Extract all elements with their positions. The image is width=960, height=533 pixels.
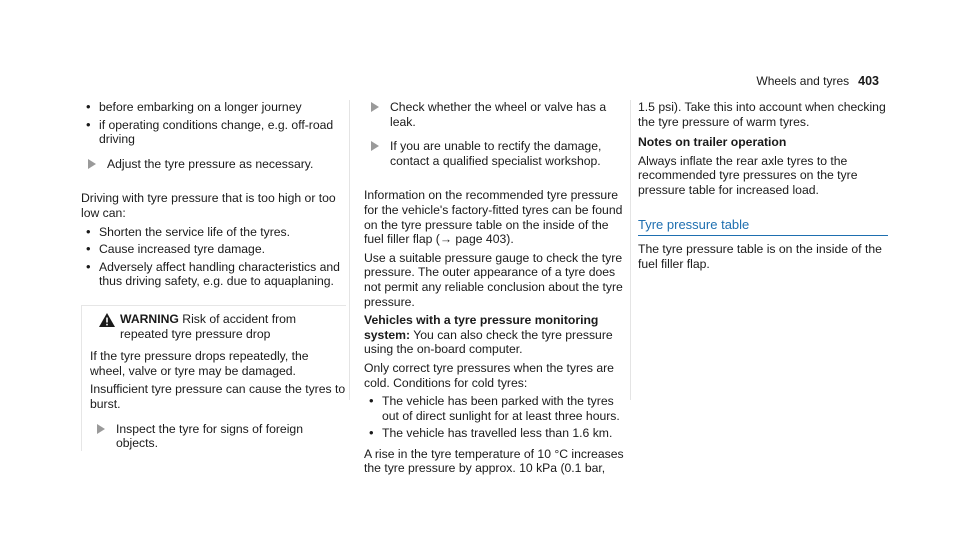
tpms-label: Vehicles with a tyre pressure monitoring system: (364, 313, 599, 342)
paragraph-tpms (364, 313, 626, 357)
step-text: Check whether the wheel or valve has a leak. (390, 100, 607, 129)
column-2 (364, 100, 626, 480)
paragraph: 1.5 psi). Take this into account when checking the tyre pressure of warm tyres. (638, 100, 886, 129)
consequence-list (81, 225, 346, 289)
paragraph: Information on the recommended tyre pressure for the vehicle's factory-fitted tyres can be found on the tyre pressure table on the inside of the fuel filler flap (→ page 403). (364, 188, 623, 247)
list-item: • Adversely affect handling characteristics and thus driving safety, e.g. due to aquaplaning. (81, 260, 346, 289)
column-1 (81, 100, 346, 459)
paragraph: Insufficient tyre pressure can cause the tyres to burst. (90, 382, 346, 411)
page-number: 403 (858, 74, 879, 88)
warning-title: Risk of accident from repeated tyre pressure drop (120, 311, 297, 341)
instruction-step (364, 139, 626, 168)
step-text: Adjust the tyre pressure as necessary. (107, 156, 314, 171)
warning-triangle-icon (99, 313, 115, 327)
paragraph: If the tyre pressure drops repeatedly, the wheel, valve or tyre may be damaged. (90, 349, 309, 378)
paragraph: The tyre pressure table is on the inside of the fuel filler flap. (638, 242, 882, 271)
paragraph: Only correct tyre pressures when the tyres are cold. Conditions for cold tyres: (364, 360, 614, 390)
instruction-step (90, 422, 346, 451)
step-text: Inspect the tyre for signs of foreign objects. (116, 421, 303, 451)
top-bullet-list (81, 100, 346, 147)
instruction-step (81, 157, 346, 172)
list-item: • Shorten the service life of the tyres. (81, 225, 346, 240)
paragraph: A rise in the tyre temperature of 10 °C increases the tyre pressure by approx. 10 kPa (0.1 bar, (364, 446, 624, 476)
list-item: • if operating conditions change, e.g. off-road driving (81, 118, 346, 147)
column-3 (638, 100, 888, 275)
list-item: • before embarking on a longer journey (81, 100, 346, 115)
section-title: Wheels and tyres (756, 74, 850, 88)
trailer-heading: Notes on trailer operation (638, 135, 787, 150)
warning-label: WARNING (120, 311, 179, 326)
arrow-right-icon (88, 159, 96, 169)
arrow-right-icon (371, 102, 379, 112)
list-item: • Cause increased tyre damage. (81, 242, 346, 257)
paragraph: Always inflate the rear axle tyres to the recommended tyre pressures on the tyre pressure table for increased load. (638, 153, 858, 197)
tyre-pressure-table-heading: Tyre pressure table (638, 218, 888, 237)
warning-header (90, 312, 346, 341)
list-item: • The vehicle has been parked with the tyres out of direct sunlight for at least three hours. (364, 394, 626, 423)
paragraph: Use a suitable pressure gauge to check the tyre pressure. The outer appearance of a tyre does not permit any reliable conclusion about the tyre pressure. (364, 250, 623, 309)
column-divider (630, 100, 631, 400)
top-instructions (81, 100, 346, 171)
list-item: • The vehicle has travelled less than 1.6 km. (364, 426, 626, 441)
arrow-right-icon (97, 424, 105, 434)
instruction-step (364, 100, 626, 129)
step-text: If you are unable to rectify the damage, contact a qualified specialist workshop. (390, 139, 602, 168)
tpms-text: You can also check the tyre pressure using the on-board computer. (364, 327, 613, 357)
column-divider (349, 100, 350, 400)
arrow-right-icon (371, 141, 379, 151)
warning-box (81, 305, 346, 451)
paragraph: Driving with tyre pressure that is too high or too low can: (81, 191, 336, 220)
cold-conditions-list (364, 394, 626, 441)
page-header (756, 74, 879, 89)
